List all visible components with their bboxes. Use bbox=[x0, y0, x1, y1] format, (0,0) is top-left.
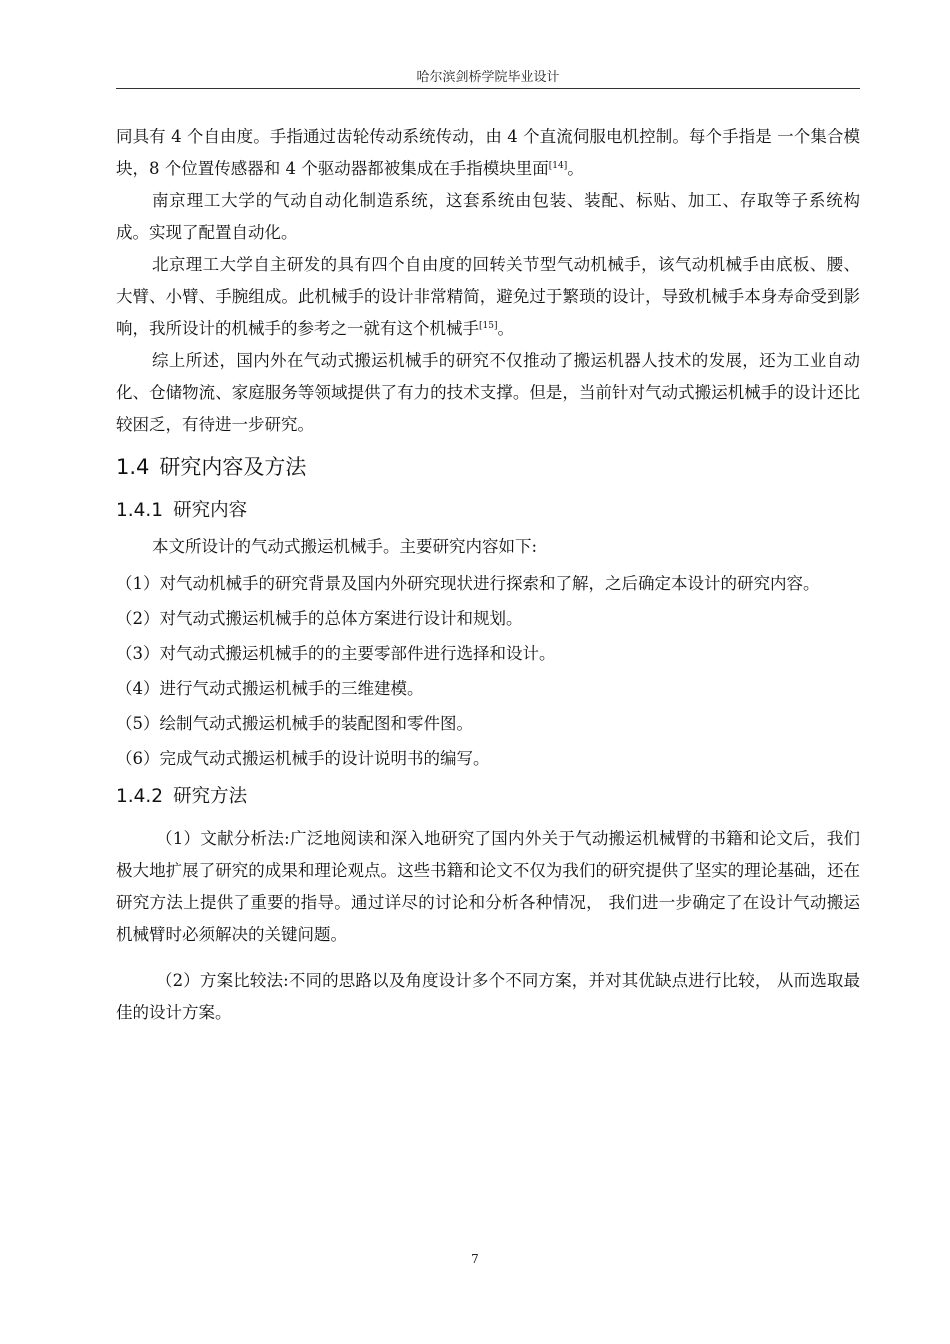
subsection-heading-research-content bbox=[116, 491, 860, 531]
citation-14: [14] bbox=[548, 161, 568, 171]
page-body bbox=[116, 121, 860, 1029]
subsection-heading-research-method bbox=[116, 777, 860, 817]
section-heading bbox=[116, 447, 860, 487]
list-item: （1）对气动机械手的研究背景及国内外研究现状进行探索和了解，之后确定本设计的研究内容。 bbox=[116, 574, 820, 593]
page-number: 7 bbox=[471, 1252, 479, 1266]
header-rule bbox=[116, 88, 860, 89]
list-item: （2）对气动式搬运机械手的总体方案进行设计和规划。 bbox=[116, 609, 523, 628]
research-content-intro: 本文所设计的气动式搬运机械手。主要研究内容如下: bbox=[152, 537, 538, 556]
subsection-number: 1.4.2 bbox=[116, 786, 164, 807]
section-number: 1.4 bbox=[116, 455, 150, 479]
list-item: （5）绘制气动式搬运机械手的装配图和零件图。 bbox=[116, 714, 473, 733]
paragraph-2: 南京理工大学的气动自动化制造系统，这套系统由包装、装配、标贴、加工、存取等子系统构成。实现了配置自动化。 bbox=[116, 191, 860, 242]
paragraph-3-text: 北京理工大学自主研发的具有四个自由度的回转关节型气动机械手，该气动机械手由底板、腰、大臂、小臂、手腕组成。此机械手的设计非常精简，避免过于繁琐的设计，导致机械手本身寿命受到影响，我所设计的机械手的参考之一就有这个机械手 bbox=[116, 255, 860, 338]
method-scheme-comparison: （2）方案比较法:不同的思路以及角度设计多个不同方案，并对其优缺点进行比较， 从而选取最佳的设计方案。 bbox=[116, 971, 860, 1022]
page-header: 哈尔滨剑桥学院毕业设计 bbox=[416, 70, 560, 85]
list-item: （6）完成气动式搬运机械手的设计说明书的编写。 bbox=[116, 749, 490, 768]
subsection-number: 1.4.1 bbox=[116, 500, 164, 521]
list-item: （4）进行气动式搬运机械手的三维建模。 bbox=[116, 679, 424, 698]
subsection-title: 研究方法 bbox=[173, 786, 248, 807]
paragraph-3-end: 。 bbox=[497, 319, 514, 338]
citation-15: [15] bbox=[479, 321, 498, 331]
paragraph-1-text: 同具有 4 个自由度。手指通过齿轮传动系统传动，由 4 个直流伺服电机控制。每个手指是 一个集合模块，8 个位置传感器和 4 个驱动器都被集成在手指模块里面 bbox=[116, 127, 860, 178]
section-title: 研究内容及方法 bbox=[159, 455, 307, 479]
paragraph-3 bbox=[116, 249, 860, 345]
paragraph-4: 综上所述，国内外在气动式搬运机械手的研究不仅推动了搬运机器人技术的发展，还为工业自动化、仓储物流、家庭服务等领域提供了有力的技术支撑。但是，当前针对气动式搬运机械手的设计还比较困乏，有待进一步研究。 bbox=[116, 351, 860, 434]
method-literature-analysis: （1）文献分析法:广泛地阅读和深入地研究了国内外关于气动搬运机械臂的书籍和论文后，我们极大地扩展了研究的成果和理论观点。这些书籍和论文不仅为我们的研究提供了坚实的理论基础，还在研究方法上提供了重要的指导。通过详尽的讨论和分析各种情况， 我们进一步确定了在设计气动搬运机械臂时必须解决的关键问题。 bbox=[116, 829, 860, 944]
paragraph-1 bbox=[116, 121, 860, 185]
list-item: （3）对气动式搬运机械手的的主要零部件进行选择和设计。 bbox=[116, 644, 556, 663]
subsection-title: 研究内容 bbox=[173, 500, 248, 521]
paragraph-1-end: 。 bbox=[567, 159, 584, 178]
